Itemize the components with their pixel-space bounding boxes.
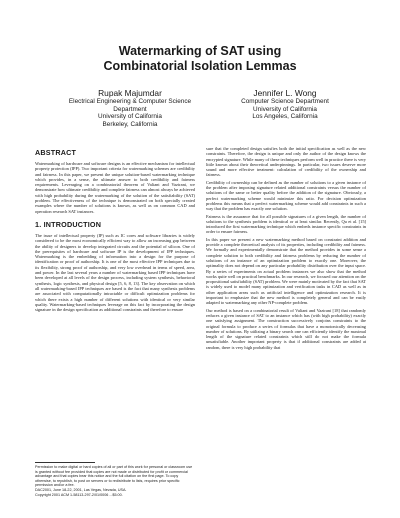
author-block-1 <box>45 88 215 128</box>
footnote-copyright: Copyright 2001 ACM 1-58113-297-2/01/0006 ...$5.00. <box>35 492 123 497</box>
author-affiliation: Department <box>113 105 147 113</box>
abstract-text: Watermarking of hardware and software designs is an effective mechanism for intellectual property protection (IPP). Two important criteria for watermarking schemes are credibility and fairness. In this paper, we present the unique solution-based watermarking technique which provides, in a sense, the ultimate answer to both credibility and fairness requirements. Leveraging on a combinatorial theorem of Valiant and Vazirani, we demonstrate how ultimate credibility and complete fairness can almost always be achieved with high probability during the watermarking of the solution of the satisfiability (SAT) problem. The effectiveness of the technique is demonstrated on both specially created examples where the number of solutions is known, as well as on common CAD and operation research SAT instances. <box>35 161 195 214</box>
author-affiliation: Computer Science Department <box>241 98 329 105</box>
title-line-1: Watermarking of SAT using <box>118 44 282 58</box>
author-name: Jennifer L. Wong <box>253 88 317 98</box>
author-affiliation: University of California <box>98 113 162 121</box>
body-paragraph: Fairness is the assurance that for all possible signatures of a given length, the number of solutions to the synthesis problem is identical or at least similar. Recently, Qu et al. [15] introduced the first watermarking technique which embeds instance specific constraints in order to ensure fairness. <box>206 213 366 235</box>
abstract-heading: ABSTRACT <box>35 148 77 157</box>
author-affiliation: University of California <box>253 105 317 113</box>
paper-title <box>0 44 400 74</box>
footnote-conference: DAC2001, June 18-22, 2001, Las Vegas, Nevada, USA. <box>35 487 127 492</box>
section-heading-introduction: 1. INTRODUCTION <box>35 219 102 229</box>
author-block-2 <box>200 88 370 121</box>
author-affiliation: Los Angeles, California <box>252 113 318 121</box>
footnote-permission: Permission to make digital or hard copies of all or part of this work for personal or classroom use is granted without fee provided that copies are not made or distributed for profit or commercial advantage and that copies bear this notice and the full citation on the first page. To copy otherwise, to republish, to post on servers or to redistribute to lists, requires prior specific permission and/or a fee. <box>35 465 193 488</box>
author-name: Rupak Majumdar <box>98 88 162 98</box>
copyright-footnote <box>35 462 195 497</box>
left-column <box>35 148 195 314</box>
body-paragraph: Our method is based on a combinatorial result of Valiant and Vazirani [18] that randomly reduces a given instance of SAT to an instance which has (with high probability) exactly one satisfying assignment. The construction successively conjoins constraints to the original formula to produce a series of formulas that have a monotonically decreasing number of solutions. By utilizing a binary search one can efficiently identify the maximal length of the signature related constraints which still do not make the formula unsatisfiable. Another important property is that if additional constraints are added at random, there is very high probability that <box>206 307 366 350</box>
body-paragraph: In this paper we present a new watermarking method based on constraint addition and provide a complete theoretical analysis of its properties, including credibility and fairness. We formally and experimentally demonstrate that the method provides in some sense a complete solution to both credibility and fairness problems by reducing the number of solutions of an instance of an optimization problem to exactly one. Moreover, the optimality does not depend on any particular probability distribution over the input space. By a series of experiments on actual problem instances we also show that the method works quite well on practical benchmarks. In our research, we focused our attention on the propositional satisfiability (SAT) problem. We were mainly motivated by the fact that SAT is widely used to model many optimization and verification tasks in CAD as well as in other application areas such as artificial intelligence and optimization research. It is important to emphasize that the new method is completely general and can be easily adapted to watermarking any other NP-complete problem. <box>206 236 366 306</box>
author-affiliation: Berkeley, California <box>102 120 158 128</box>
right-column <box>206 146 366 352</box>
intro-paragraph: The issue of intellectual property (IP) such as IC cores and software libraries is widely considered to be the most economically efficient way to allow an increasing gap between the ability of designers to develop integrated circuits and the potential of silicon. One of the prerequisites of hardware and software IP is the development of IPP techniques. Watermarking is the embedding of information into a design for the purpose of identification or proof of authorship. It is one of the most effective IPP techniques due to its flexibility, strong proof of authorship, and very low overhead in terms of speed, area, and power. In the last several years a number of watermarking based IPP techniques have been developed at all levels of the design process, including system synthesis, behavioral synthesis, logic synthesis, and physical design [5, 6, 8, 13]. The key observation on which all watermarking-based IPP techniques are based is the fact that many synthesis problems are associated with computationally intractable or difficult optimization problems for which there exists a high number of different solutions with identical or very similar quality. Watermarking-based techniques leverage on this fact by incorporating the design signature in the design specification as additional constraints and therefore to ensure <box>35 232 195 313</box>
body-paragraph: sure that the completed design satisfies both the initial specification as well as the new constraints. Therefore, the design is unique and only the author of the design knows the encrypted signature. While many of these techniques perform well in practice there is very little known about their theoretical underpinnings. In particular, two issues deserve more sound and more effective treatment: calculation of credibility of the ownership and fairness. <box>206 146 366 178</box>
footnote-rule <box>35 462 95 463</box>
title-line-2: Combinatorial Isolation Lemmas <box>103 59 297 73</box>
author-affiliation: Electrical Engineering & Computer Science <box>68 98 192 105</box>
body-paragraph: Credibility of ownership can be defined as the number of solutions to a given instance of the problem after imposing signature related additional constraints versus the number of solutions of the same or better quality before the addition of the signature. Obviously, a perfect watermarking scheme would minimize this ratio. For decision optimization problems this means that a perfect watermarking scheme would add constraints in such a way that the problem has exactly one solution. <box>206 179 366 212</box>
